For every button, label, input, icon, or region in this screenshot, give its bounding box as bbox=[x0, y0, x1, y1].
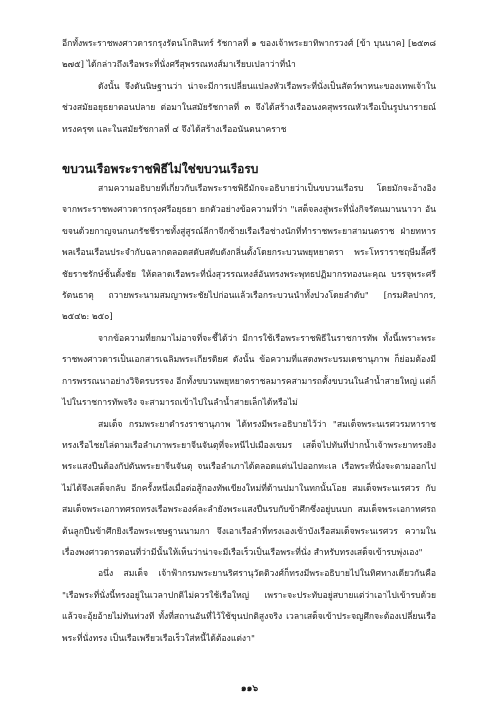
body-paragraph-1: สามความอธิบายที่เกี่ยวกับเรือพระราชพิธีมักจะอธิบายว่าเป็นขบวนเรือรบ โดยมักจะอ้างอิงจากพระราชพงศาวดารกรุงศรีอยุธยา ยกตัวอย่างข้อความที่ว่า "เสด็จลงสู่พระที่นั่งกิจรัตนมานนาวา อันขจนด้วยกาญจนกนกรัชชีราชทั้งสู่สูรณ์ลีกาจีกซ้ายเรือเรือช่างนักที่ทำราชพระยาสามนตราช ฝ่ายทหารพลเรือนเรือนประจำกับฉลากตลอดสดับสดับดังกลิ่นตั้งโดยกระบวนพยุหยาตรา พระโหราราชฤษีมลี้ศรีชัยราชรักษ์ชั้นตั้งชัย ให้ตลาดเรือพระที่นั่งสุวรรณหงส์อันทรงพระพุทธปฏิมากรทองนะคุณ บรรจุพระศรีรัตนธาตุ ถวายพระนามสมญาพระชัยไปก่อนแล้วเรือกระบวนนำทั้งปวงโดยลำดับ" [กรมศิลปากร, ๒๕๔๒: ๒๕๐] bbox=[62, 184, 436, 323]
body-paragraph-2: จากข้อความที่ยกมาไม่อาจที่จะชี้ได้ว่า มีการใช้เรือพระราชพิธีในราชการทัพ ทั้งนี้เพราะพระราชพงศาวดารเป็นเอกสารเฉลิมพระเกียรติยศ ดังนั้น ข้อความที่แสดงพระบรมเดชานุภาพ ก็ย่อมต้องมีการพรรณนาอย่างวิจิตรบรรจง อีกทั้งขบวนพยุหยาตราชลมารคสามารถตั้งขบวนในลำน้ำสายใหญ่ แต่ก็ไปในราชการทัพจริง จะสามารถเข้าไปในลำน้ำสายเล็กได้หรือไม่ bbox=[62, 333, 436, 409]
body-paragraph-4: อนึ่ง สมเด็จ เจ้าฟ้ากรมพระยานริศรานุวัดติวงศ์ก็ทรงมีพระอธิบายไปในทิศทางเดียวกันคือ "เรือพระที่นั่งนี้ทรงอยู่ในเวลาปกติไม่ควรใช้เรือใหญ่ เพราะจะประทับอยู่สบายแต่ว่าเอาไปเข้ารบด้วยแล้วจะอุ้ยอ้ายไม่ทันท่วงที ทั้งที่สถานอันที่ไว้ใช้ขุนปกติสูงจริง เวลาเสด็จเข้าประจญศึกจะต้องเปลี่ยนเรือพระที่นั่งทรง เป็นเรือเพรียวเรือเร็วใส่หนี้ได้ต้องแต่งา" bbox=[62, 569, 436, 644]
body-paragraph-3: สมเด็จ กรมพระยาดำรงราชานุภาพ ได้ทรงมีพระอธิบายไว้ว่า "สมเด็จพระนเรศวรมหาราชทรงเรือไชยไล่ตามเรือลำเภาพระยาจีนจันตุที่จะหนีไปเมืองเขมร เสด็จไปทันที่ปากน้ำเจ้าพระยาทรงยิงพระแสงปืนต้องกัปตันพระยาจีนจันตุ จนเรือลำเภาได้ตลอดแต่นไปออกทะเล เรือพระที่นั่งจะตามออกไปไม่ได้จึงเสด็จกลับ อีกครั้งหนึ่งเมื่อต่อสู้กองทัพเขียงใหม่ที่ด้านปมาในทกนั้นโอย สมเด็จพระนเรศวร กับสมเด็จพระเอกาทศรถทรงเรือพระองค์ละลำยังพระแสงปืนรบกับข้าศึกซึ่งอยู่บนบก สมเด็จพระเอกาทศรถ ต้นลูกปืนข้าศึกยิงเรือพระเชษฐานนามกา จึงเอาเรือลำที่ทรงเองเข้าบังเรือสมเด็จพระนเรศวร ความในเรื่องพงศาวดารตอนที่ว่ามีนั้นให้เห็นว่าน่าจะมีเรือเร็วเป็นเรือพระที่นั่ง สำหรับทรงเสด็จเข้ารบพุ่งเอง" bbox=[62, 419, 436, 558]
intro-paragraph: อีกทั้งพระราชพงศาวดารกรุงรัตนโกสินทร์ รัชกาลที่ ๑ ของเจ้าพระยาทิพากรวงศ์ [ข้า บุนนาค] [๒๕๓๘ ๒๗๕] ได้กล่าวถึงเรือพระที่นั่งศรีสุพรรณหงส์มาเรียบเปลาว่าที่นำ bbox=[62, 39, 436, 71]
page-number: ๑๑๖ bbox=[240, 684, 259, 694]
section-heading: ขบวนเรือพระราชพิธีไม่ใช่ขบวนเรือรบ bbox=[62, 162, 259, 177]
page-content bbox=[62, 34, 436, 650]
intro-paragraph-2: ดังนั้น จึงดันนิษฐานว่า น่าจะมีการเปลี่ยนแปลงหัวเรือพระที่นั่งเป็นสัตว์พาหนะของเทพเจ้าในช่วงสมัยอยุธยาตอนปลาย ต่อมาในสมัยรัชกาลที่ ๓ จึงได้สร้างเรืออนงคสุพรรณหัวเรือเป็นรูปนารายณ์ทรงครุฑ และในสมัยรัชกาลที่ ๔ จึงได้สร้างเรืออนันตนาคราช bbox=[62, 81, 436, 135]
